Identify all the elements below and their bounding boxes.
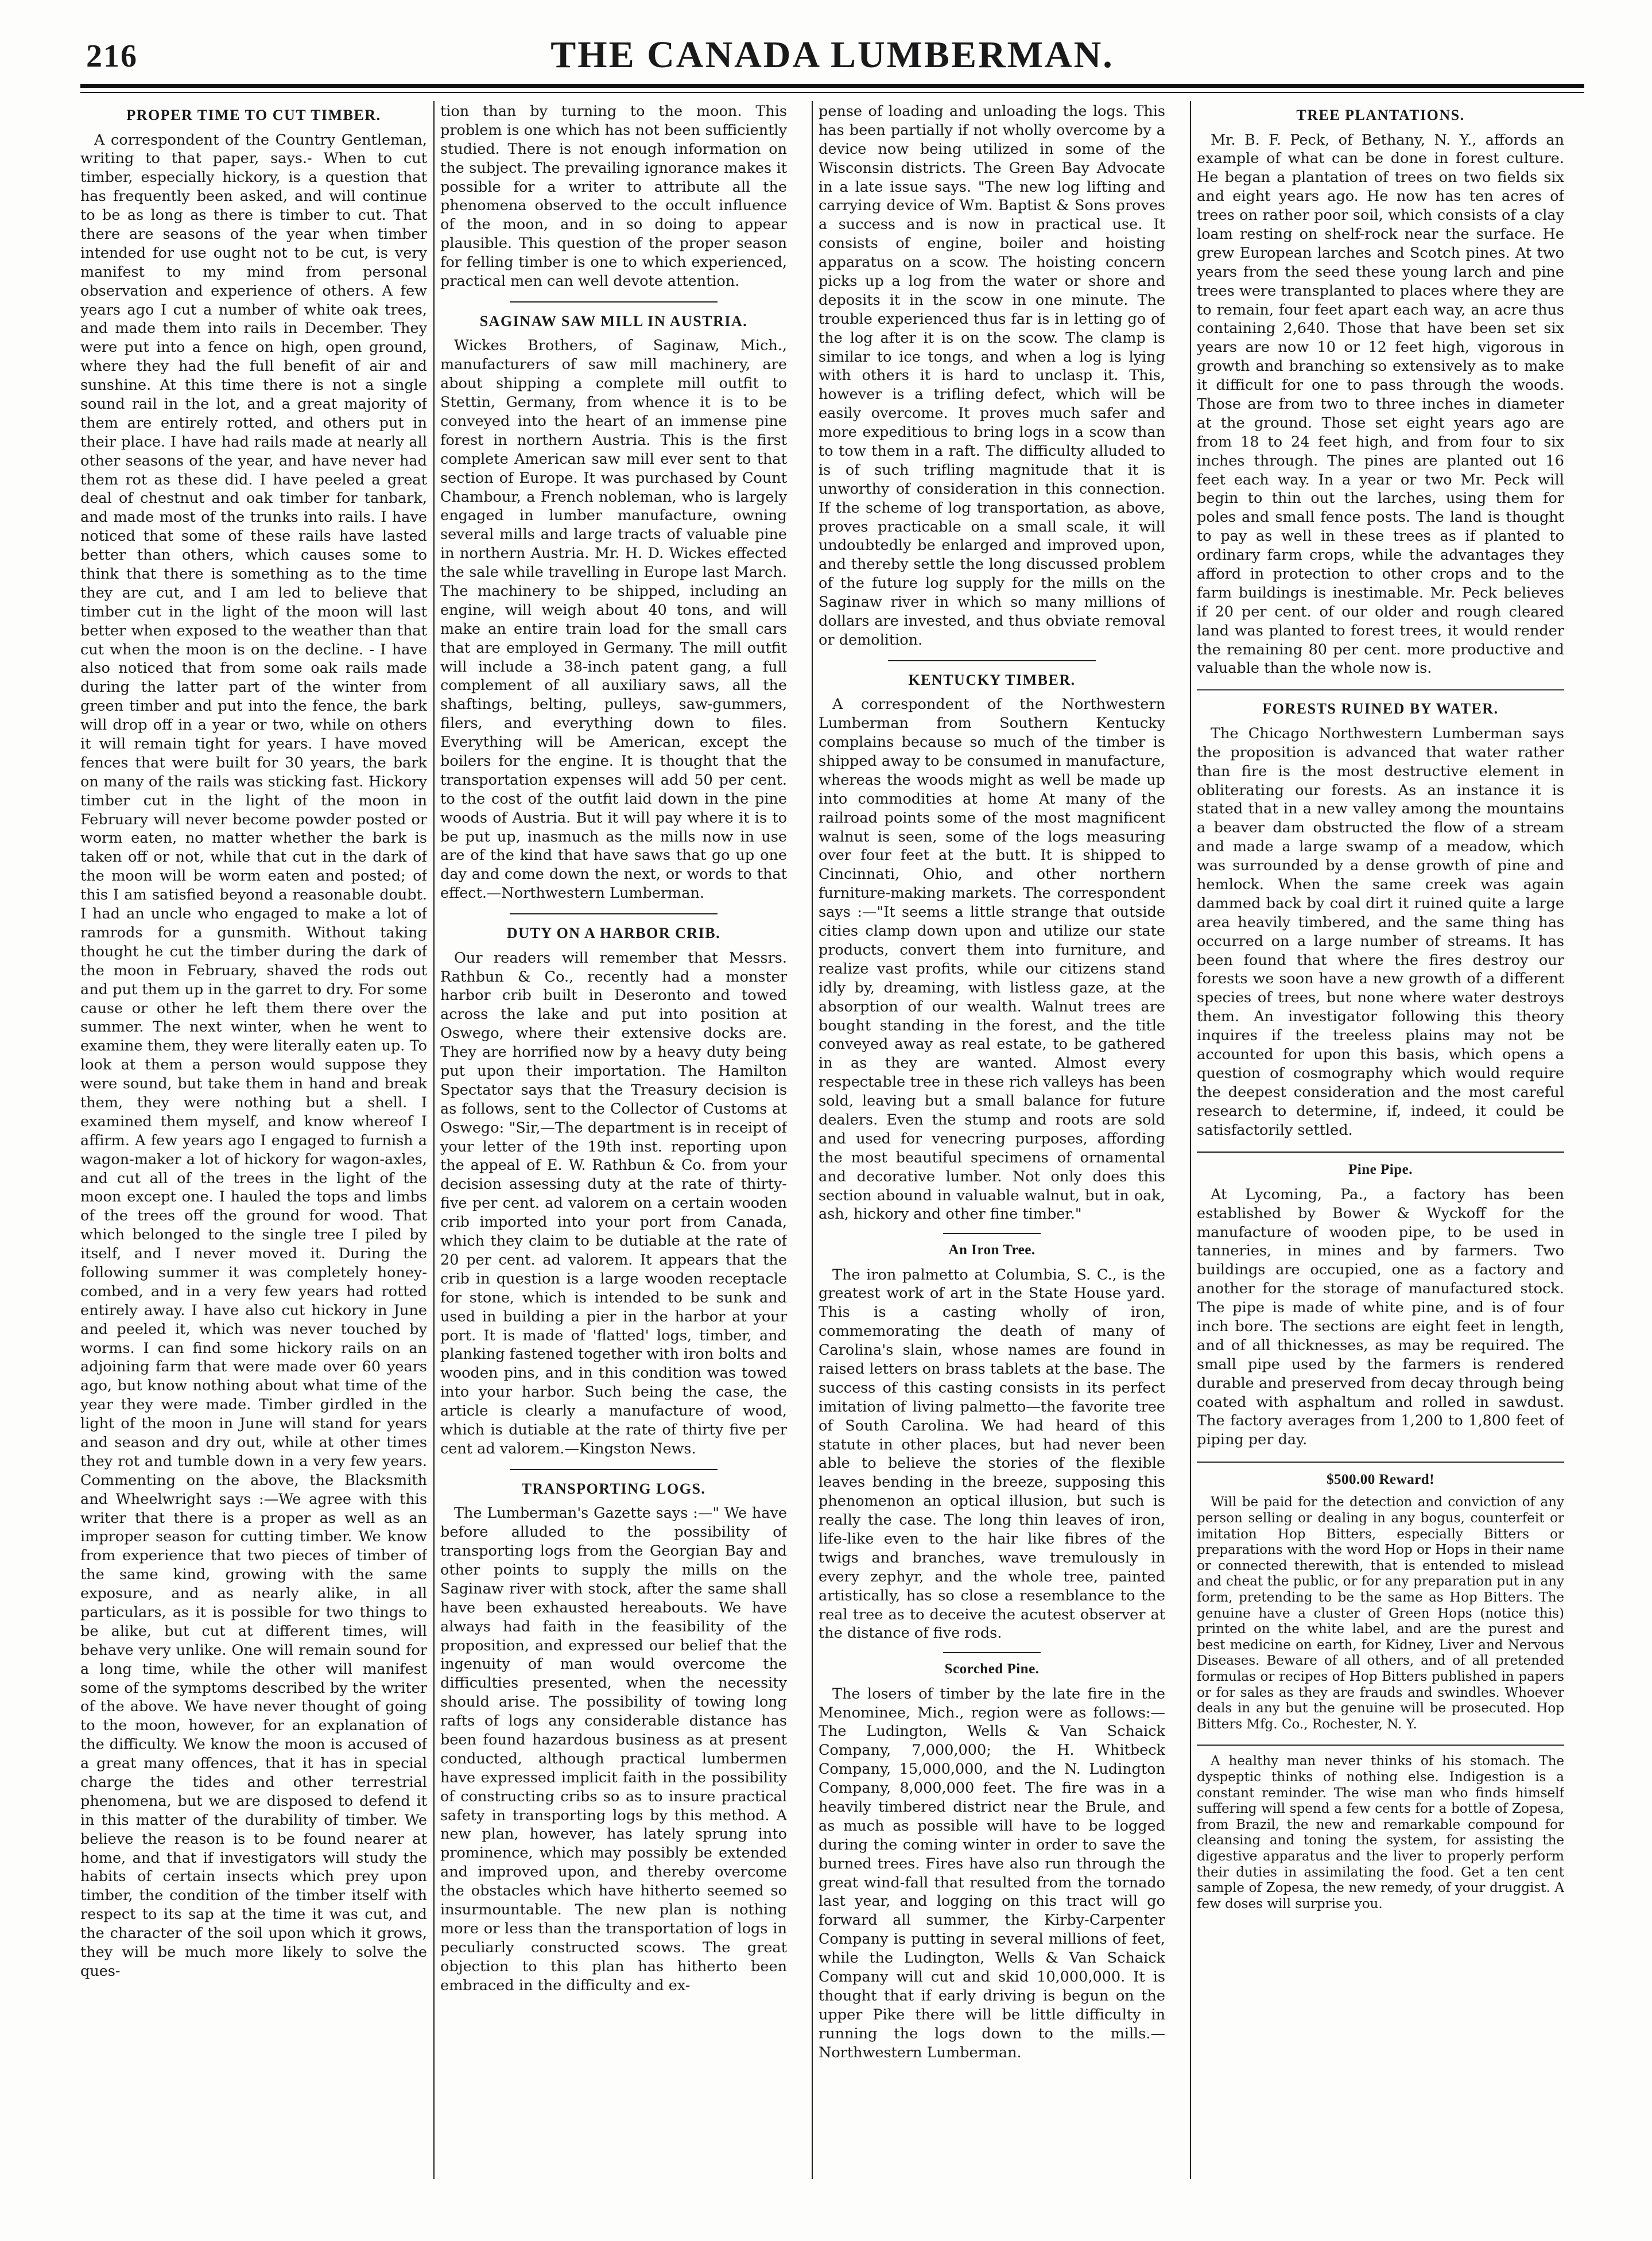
article-body: A correspondent of the Country Gentleman, writing to that paper, says.- When to cut timber, especially hickory, is a question that has frequently been asked, and will continue to be as long as there is timber to cut. That there are seasons of the year when timber intended for use ought not to be cut, is very manifest to my mind from personal observation and experience of others. A few years ago I cut a number of white oak trees, and made them into rails in December. They were put into a fence on high, open ground, where they had the full benefit of air and sunshine. At this time there is not a single sound rail in the lot, and a great majority of them are entirely rotted, and others put in their place. I have had rails made at nearly all other seasons of the year, and have never had them rot as these did. I have peeled a great deal of chestnut and oak timber for tanbark, and made most of the trunks into rails. I have noticed that some of these rails have lasted better than others, which causes some to think that there is something as to the time they are cut, and I am led to believe that timber cut in the light of the moon will last better when exposed to the weather than that cut when the moon is on the decline. - I have also noticed that from some oak rails made during the latter part of the winter from green timber and put into the fence, the bark will drop off in a year or two, while on others it will remain tight for years. I have moved fences that were built for 30 years, the bark on many of the rails was sticking fast. Hickory timber cut in the light of the moon in February will never become powder posted or worm eaten, no matter whether the bark is taken off or not, while that cut in the dark of the moon will be worm eaten and posted; of this I am satisfied beyond a reasonable doubt. I had an uncle who engaged to make a lot of ramrods for a gunsmith. Without taking thought he cut the timber during the dark of the moon in February, shaved the rods out and put them up in the garret to dry. For some cause or other he left them there over the summer. The next winter, when he went to examine them, they were literally eaten up. To look at them a person would suppose they were sound, but take them in hand and break them, they were nothing but a shell. I examined them myself, and know whereof I affirm. A few years ago I engaged to furnish a wagon-maker a lot of hickory for wagon-axles, and cut all of the trees in the light of the moon except one. I hauled the tops and limbs of the trees off the ground for wood. That which belonged to the single tree I piled by itself, and I never moved it. During the following summer it was completely honey-combed, and in a very few years had rotted entirely away. I have also cut hickory in June and peeled it, which was never touched by worms. I can find some hickory rails on an adjoining farm that were made over 60 years ago, but know nothing about what time of the year they were made. Timber girdled in the light of the moon in June will stand for years and season and dry out, while at other times they rot and tumble down in a very few years. Commenting on the above, the Blacksmith and Wheelwright says :—We agree with this writer that there is a proper as well as an improper season for cutting timber. We know from experience that two pieces of timber of the same kind, growing with the same exposure, and as nearly alike, in all particulars, as it is possible for two things to be alike, but cut at different times, will behave very unlike. One will remain sound for a long time, while the other will manifest some of the symptoms described by the writer of the above. We have never thought of going to the moon, however, for an explanation of the difficulty. We know the moon is accused of a great many offences, that it has in special charge the tides and other terrestrial phenomena, but we are disposed to defend it in this matter of the durability of timber. We believe the reason is to be found nearer at home, and that if investigators will study the habits of certain insects which prey upon timber, the condition of the timber itself with respect to its sap at the time it was cut, and the character of the soil upon which it grows, they will be much more likely to solve the ques- bbox=[80, 131, 427, 1980]
article-body: tion than by turning to the moon. This problem is one which has not been sufficiently studied. There is not enough information on the subject. The prevailing ignorance makes it possible for a writer to attribute all the phenomena observed to the occult influence of the moon, and in so doing to appear plausible. This question of the proper season for felling timber is one to which experienced, practical men can well devote attention. bbox=[440, 103, 787, 290]
article-separator bbox=[1197, 1744, 1564, 1746]
article-title: Pine Pipe. bbox=[1348, 1162, 1413, 1178]
column-4 bbox=[1197, 102, 1564, 2180]
page-number: 216 bbox=[86, 38, 138, 74]
article-an-iron-tree bbox=[819, 1241, 1165, 1643]
article-body: A correspondent of the Northwestern Lumberman from Southern Kentucky complains because so much of the timber is shipped away to be consumed in manufacture, whereas the woods might as well be made up into commodities at home At many of the railroad points some of the most magnificent walnut is seen, some of the logs measuring over four feet at the butt. It is shipped to Cincinnati, Ohio, and other northern furniture-making markets. The correspondent says :—"It seems a little strange that outside cities clamp down upon and utilize our state products, convert them into furniture, and realize vast profits, while our citizens stand idly by, dreaming, with listless gaze, at the absorption of our wealth. Walnut trees are bought standing in the forest, and the title conveyed away as real estate, to be gathered in as they are wanted. Almost every respectable tree in these rich valleys has been sold, leaving but a small balance for future dealers. Even the stump and roots are sold and used for venecring purposes, affording the most beautiful specimens of ornamental and decorative lumber. Not only does this section abound in valuable walnut, but in oak, ash, hickory and other fine timber." bbox=[819, 696, 1165, 1223]
advertisement-reward bbox=[1197, 1471, 1564, 1732]
article-continuation bbox=[440, 102, 787, 291]
article-separator bbox=[1197, 1461, 1564, 1463]
masthead-title: THE CANADA LUMBERMAN. bbox=[550, 34, 1114, 76]
article-separator bbox=[888, 660, 1096, 661]
article-separator bbox=[943, 1652, 1040, 1653]
article-title: TRANSPORTING LOGS. bbox=[521, 1480, 706, 1497]
article-body: A healthy man never thinks of his stomach. The dyspeptic thinks of nothing else. Indigestion is a constant reminder. The wise man who finds himself suffering will spend a few cents for a bottle of Zopesa, from Brazil, the new and remarkable compound for cleansing and toning the system, for assisting the digestive apparatus and the liver to properly perform their duties in assimilating the food. Get a ten cent sample of Zopesa, the new remedy, of your druggist. A few doses will surprise you. bbox=[1197, 1754, 1564, 1912]
article-separator bbox=[510, 301, 718, 303]
article-title: SAGINAW SAW MILL IN AUSTRIA. bbox=[479, 312, 748, 329]
column-divider bbox=[433, 101, 435, 2179]
article-tree-plantations bbox=[1197, 106, 1564, 678]
article-separator bbox=[1197, 1151, 1564, 1153]
article-continuation bbox=[819, 102, 1165, 650]
article-proper-time-to-cut-timber bbox=[80, 106, 427, 1981]
article-saginaw-saw-mill bbox=[440, 312, 787, 903]
header-rule-thin bbox=[80, 92, 1584, 93]
column-divider bbox=[1190, 101, 1191, 2179]
article-body: The Lumberman's Gazette says :—" We have before alluded to the possibility of transporting logs from the Georgian Bay and other points to supply the mills on the Saginaw river with stock, after the same shall have been exhausted hereabouts. We have always had faith in the feasibility of the proposition, and expressed our belief that the ingenuity of man would overcome the difficulties presented, when the necessity should arise. The possibility of towing long rafts of logs any considerable distance has been found hazardous business as at present conducted, although practical lumbermen have expressed implicit faith in the possibility of constructing cribs so as to insure practical safety in transporting logs by this method. A new plan, however, has lately sprung into prominence, which may possibly be extended and improved upon, and thereby overcome the obstacles which have hitherto seemed so insurmountable. The new plan is nothing more or less than the transportation of logs in peculiarly constructed scows. The great objection to this plan has hitherto been embraced in the difficulty and ex- bbox=[440, 1505, 787, 1994]
article-separator bbox=[510, 1469, 718, 1470]
article-body: Mr. B. F. Peck, of Bethany, N. Y., affords an example of what can be done in forest culture. He began a plantation of trees on two fields six and eight years ago. He now has ten acres of trees on rather poor soil, which consists of a clay loam resting on shelf-rock near the surface. He grew European larches and Scotch pines. At two years from the seed these young larch and pine trees were transplanted to places where they are to remain, four feet apart each way, an acre thus containing 2,640. Those that have been set six years are now 10 or 12 feet high, vigorous in growth and branching so extensively as to make it difficult for one to pass through the woods. Those are from two to three inches in diameter at the ground. Those set eight years ago are from 18 to 24 feet high, and from four to six inches through. The pines are planted out 16 feet each way. In a year or two Mr. Peck will begin to thin out the larches, using them for poles and small fence posts. The land is thought to pay as well in these trees as if planted to ordinary farm crops, while the advantages they afford in protection to other crops and to the farm buildings is inestimable. Mr. Peck believes if 20 per cent. of our older and rough cleared land was planted to forest trees, it would render the remaining 80 per cent. more productive and valuable than the whole now is. bbox=[1197, 131, 1564, 677]
article-separator bbox=[943, 1233, 1040, 1234]
article-separator bbox=[1197, 689, 1564, 691]
article-body: pense of loading and unloading the logs. This has been partially if not wholly overcome by a device now being utilized in some of the Wisconsin districts. The Green Bay Advocate in a late issue says. "The new log lifting and carrying device of Wm. Baptist & Sons proves a success and is now in practical use. It consists of engine, boiler and hoisting apparatus on a scow. The hoisting concern picks up a log from the water or shore and deposits it in the scow in one minute. The trouble experienced thus far is in letting go of the log after it is on the scow. The clamp is similar to ice tongs, and when a log is lying with others it is hard to unclasp it. This, however is a trifling defect, which will be easily overcome. It proves much safer and more expeditious to bring logs in a scow than to tow them in a raft. The difficulty alluded to is of such trifling magnitude that it is unworthy of consideration in this connection. If the scheme of log transportation, as above, proves practicable on a small scale, it will undoubtedly be enlarged and improved upon, and thereby settle the long discussed problem of the future log supply for the mills on the Saginaw river in which so many millions of dollars are invested, and thus obviate removal or demolition. bbox=[819, 103, 1165, 649]
article-title: DUTY ON A HARBOR CRIB. bbox=[506, 925, 721, 942]
article-scorched-pine bbox=[819, 1660, 1165, 2062]
page-header bbox=[80, 28, 1584, 80]
column-3 bbox=[819, 102, 1165, 2180]
article-transporting-logs bbox=[440, 1479, 787, 1995]
article-pine-pipe bbox=[1197, 1161, 1564, 1449]
article-body: The iron palmetto at Columbia, S. C., is the greatest work of art in the State House yard. This is a casting wholly of iron, commemorating the death of many of Carolina's slain, whose names are found in raised letters on brass tablets at the base. The success of this casting consists in its perfect imitation of living palmetto—the favorite tree of South Carolina. We had heard of this statute in other places, but had never been able to believe the stories of the flexible leaves bending in the breeze, supposing this phenomenon an optical illusion, but such is really the case. The long thin leaves of iron, life-like even to the hair like fibres of the twigs and branches, wave tremulously in every zephyr, and the whole tree, painted artistically, has so close a resemblance to the real tree as to deceive the acutest observer at the distance of five rods. bbox=[819, 1266, 1165, 1642]
column-2 bbox=[440, 102, 787, 2180]
article-body: Our readers will remember that Messrs. Rathbun & Co., recently had a monster harbor crib built in Deseronto and towed across the lake and put into position at Oswego, where their extensive docks are. They are horrified now by a heavy duty being put upon their importation. The Hamilton Spectator says that the Treasury decision is as follows, sent to the Collector of Customs at Oswego: "Sir,—The department is in receipt of your letter of the 19th inst. reporting upon the appeal of E. W. Rathbun & Co. from your decision assessing duty at the rate of thirty-five per cent. ad valorem on a certain wooden crib imported into your port from Canada, which they claim to be dutiable at the rate of 20 per cent. ad valorem. It appears that the crib in question is a large wooden receptacle for stone, which is intended to be sunk and used in building a pier in the harbor at your port. It is made of 'flatted' logs, timber, and planking fastened together with iron bolts and wooden pins, and in this condition was towed into your harbor. Such being the case, the article is clearly a manufacture of wood, which is dutiable at the rate of thirty five per cent ad valorem.—Kingston News. bbox=[440, 949, 787, 1457]
article-title: TREE PLANTATIONS. bbox=[1296, 107, 1465, 123]
article-body: Wickes Brothers, of Saginaw, Mich., manufacturers of saw mill machinery, are about shipping a complete mill outfit to Stettin, Germany, from whence it is to be conveyed into the heart of an immense pine forest in northern Austria. This is the first complete American saw mill ever sent to that section of Europe. It was purchased by Count Chambour, a French nobleman, who is largely engaged in lumber manufacture, owning several mills and large tracts of valuable pine in northern Austria. Mr. H. D. Wickes effected the sale while travelling in Europe last March. The machinery to be shipped, including an engine, will weigh about 40 tons, and will make an entire train load for the small cars that are employed in Germany. The mill outfit will include a 38-inch patent gang, a full complement of all auxiliary saws, all the shaftings, belting, pulleys, saw-gummers, filers, and everything down to files. Everything will be American, except the boilers for the engine. It is thought that the transportation expenses will add 50 per cent. to the cost of the outfit laid down in the pine woods of Austria. But it will pay where it is to be put up, inasmuch as the mills now in use are of the kind that have saws that go up one day and come down the next, or words to that effect.—Northwestern Lumberman. bbox=[440, 337, 787, 902]
article-kentucky-timber bbox=[819, 670, 1165, 1224]
article-title: KENTUCKY TIMBER. bbox=[908, 671, 1076, 688]
article-body: The Chicago Northwestern Lumberman says the proposition is advanced that water rather than fire is the most destructive element in obliterating our forests. As an instance it is stated that in a new valley among the mountains a beaver dam obstructed the flow of a stream and made a large swamp of a meadow, which was surrounded by a dense growth of pine and hemlock. When the same creek was again dammed back by coal dirt it ruined quite a large area heavily timbered, and the same thing has occurred on a large number of streams. It has been found that where the fires destroy our forests we soon have a new growth of a different species of trees, but none where water destroys them. An investigator following this theory inquires if the treeless plains may not be accounted for upon this basis, which opens a question of cosmography which would require the deepest consideration and the most careful research to determine, if, indeed, it could be satisfactorily settled. bbox=[1197, 724, 1564, 1139]
article-forests-ruined-by-water bbox=[1197, 699, 1564, 1139]
article-body: At Lycoming, Pa., a factory has been established by Bower & Wyckoff for the manufacture of wooden pipe, to be used in tanneries, in mines and by farmers. Two buildings are occupied, one as a factory and another for the storage of manufactured stock. The pipe is made of white pine, and is of four inch bore. The sections are eight feet in length, and of all thicknesses, as may be required. The small pipe used by the farmers is rendered durable and preserved from decay through being coated with asphaltum and rolled in sawdust. The factory averages from 1,200 to 1,800 feet of piping per day. bbox=[1197, 1185, 1564, 1449]
article-separator bbox=[510, 913, 718, 914]
article-title: $500.00 Reward! bbox=[1326, 1472, 1435, 1488]
article-title: FORESTS RUINED BY WATER. bbox=[1262, 700, 1499, 718]
article-title: Scorched Pine. bbox=[944, 1661, 1040, 1677]
column-divider bbox=[812, 101, 813, 2179]
column-1 bbox=[80, 102, 427, 2180]
article-duty-on-harbor-crib bbox=[440, 924, 787, 1459]
article-title: An Iron Tree. bbox=[948, 1242, 1036, 1258]
advertisement-zopesa bbox=[1197, 1754, 1564, 1912]
article-body: The losers of timber by the late fire in the Menominee, Mich., region were as follows:— The Ludington, Wells & Van Schaick Company, 7,000,000; the H. Whitbeck Company, 15,000,000, and the N. Ludington Company, 8,000,000 feet. The fire was in a heavily timbered district near the Brule, and as much as possible will have to be logged during the coming winter in order to save the burned trees. Fires have also run through the great wind-fall that resulted from the tornado last year, and logging on this tract will go forward all summer, the Kirby-Carpenter Company is putting in several millions of feet, while the Ludington, Wells & Van Schaick Company will cut and skid 10,000,000. It is thought that if early driving is begun on the upper Pike there will be little difficulty in running the logs down to the mills.—Northwestern Lumberman. bbox=[819, 1685, 1165, 2061]
article-body: Will be paid for the detection and conviction of any person selling or dealing in any bogus, counterfeit or imitation Hop Bitters, especially Bitters or preparations with the word Hop or Hops in their name or connected therewith, that is entended to mislead and cheat the public, or for any preparation put in any form, pretending to be the same as Hop Bitters. The genuine have a cluster of Green Hops (notice this) printed on the white label, and are the purest and best medicine on earth, for Kidney, Liver and Nervous Diseases. Beware of all others, and of all pretended formulas or recipes of Hop Bitters published in papers or for sales as they are frauds and swindles. Whoever deals in any but the genuine will be prosecuted. Hop Bitters Mfg. Co., Rochester, N. Y. bbox=[1197, 1495, 1564, 1732]
header-rule-thick bbox=[80, 84, 1584, 88]
article-title: PROPER TIME TO CUT TIMBER. bbox=[126, 107, 381, 123]
